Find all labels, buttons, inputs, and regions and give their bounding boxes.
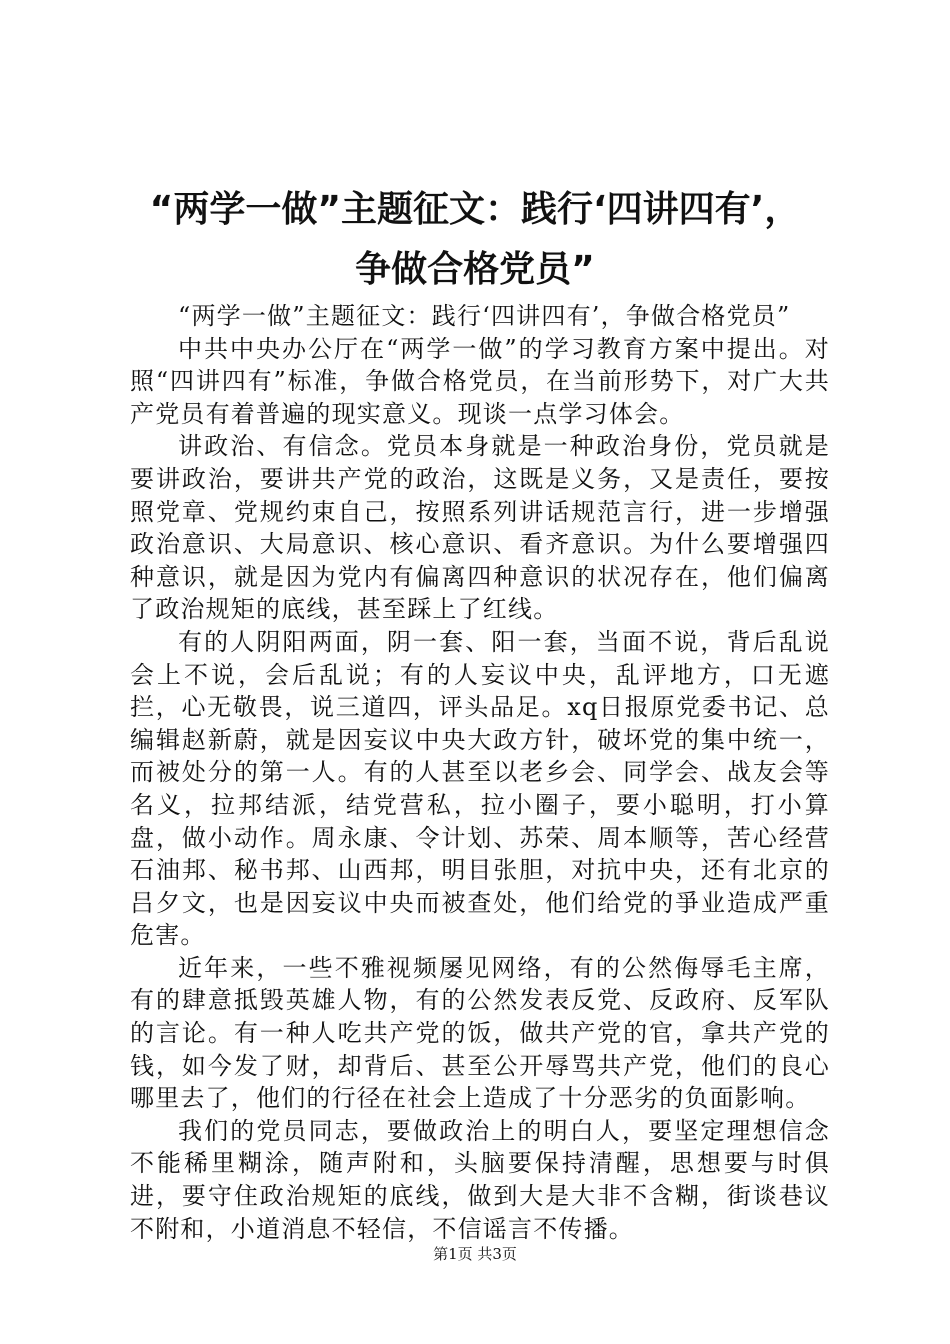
paragraph-2: 中共中央办公厅在“两学一做”的学习教育方案中提出。对照“四讲四有”标准，争做合格党员，在当前形势下，对广大共产党员有着普遍的现实意义。现谈一点学习体会。 — [130, 334, 830, 428]
document-title-line-1: “两学一做”主题征文：践行‘四讲四有’， — [149, 189, 801, 230]
document-body — [130, 300, 830, 1245]
paragraph-5: 近年来，一些不雅视频屡见网络，有的公然侮辱毛主席，有的肆意抵毁英雄人物，有的公然发表反党、反政府、反军队的言论。有一种人吃共产党的饭，做共产党的官，拿共产党的钱，如今发了财，却背后、甚至公开辱骂共产党，他们的良心哪里去了，他们的行径在社会上造成了十分恶劣的负面影响。 — [130, 953, 830, 1113]
page-footer: 第1页 共3页 — [433, 1245, 517, 1263]
paragraph-1: “两学一做”主题征文：践行‘四讲四有’，争做合格党员” — [178, 302, 791, 330]
paragraph-6: 我们的党员同志，要做政治上的明白人，要坚定理想信念不能稀里糊涂，随声附和，头脑要保持清醒，思想要与时俱进，要守住政治规矩的底线，做到大是大非不含糊，街谈巷议不附和，小道消息不轻信，不信谣言不传播。 — [130, 1116, 830, 1243]
paragraph-4: 有的人阴阳两面，阴一套、阳一套，当面不说，背后乱说会上不说，会后乱说；有的人妄议中央，乱评地方，口无遮拦，心无敬畏，说三道四，评头品足。xq日报原党委书记、总编辑赵新蔚，就是因妄议中央大政方针，破坏党的集中统一，而被处分的第一人。有的人甚至以老乡会、同学会、战友会等名义，拉邦结派，结党营私，拉小圈子，要小聪明，打小算盘，做小动作。周永康、令计划、苏荣、周本顺等，苦心经营石油邦、秘书邦、山西邦，明目张胆，对抗中央，还有北京的吕夕文，也是因妄议中央而被查处，他们给党的爭业造成严重危害。 — [130, 627, 830, 950]
paragraph-3: 讲政治、有信念。党员本身就是一种政治身份，党员就是要讲政治，要讲共产党的政治，这既是义务，又是责任，要按照党章、党规约束自己，按照系列讲话规范言行，进一步增强政治意识、大局意识、核心意识、看齐意识。为什么要增强四种意识，就是因为党内有偏离四种意识的状况存在，他们偏离了政治规矩的底线，甚至踩上了红线。 — [130, 432, 830, 624]
document-title-line-2: 争做合格党员” — [355, 249, 595, 290]
